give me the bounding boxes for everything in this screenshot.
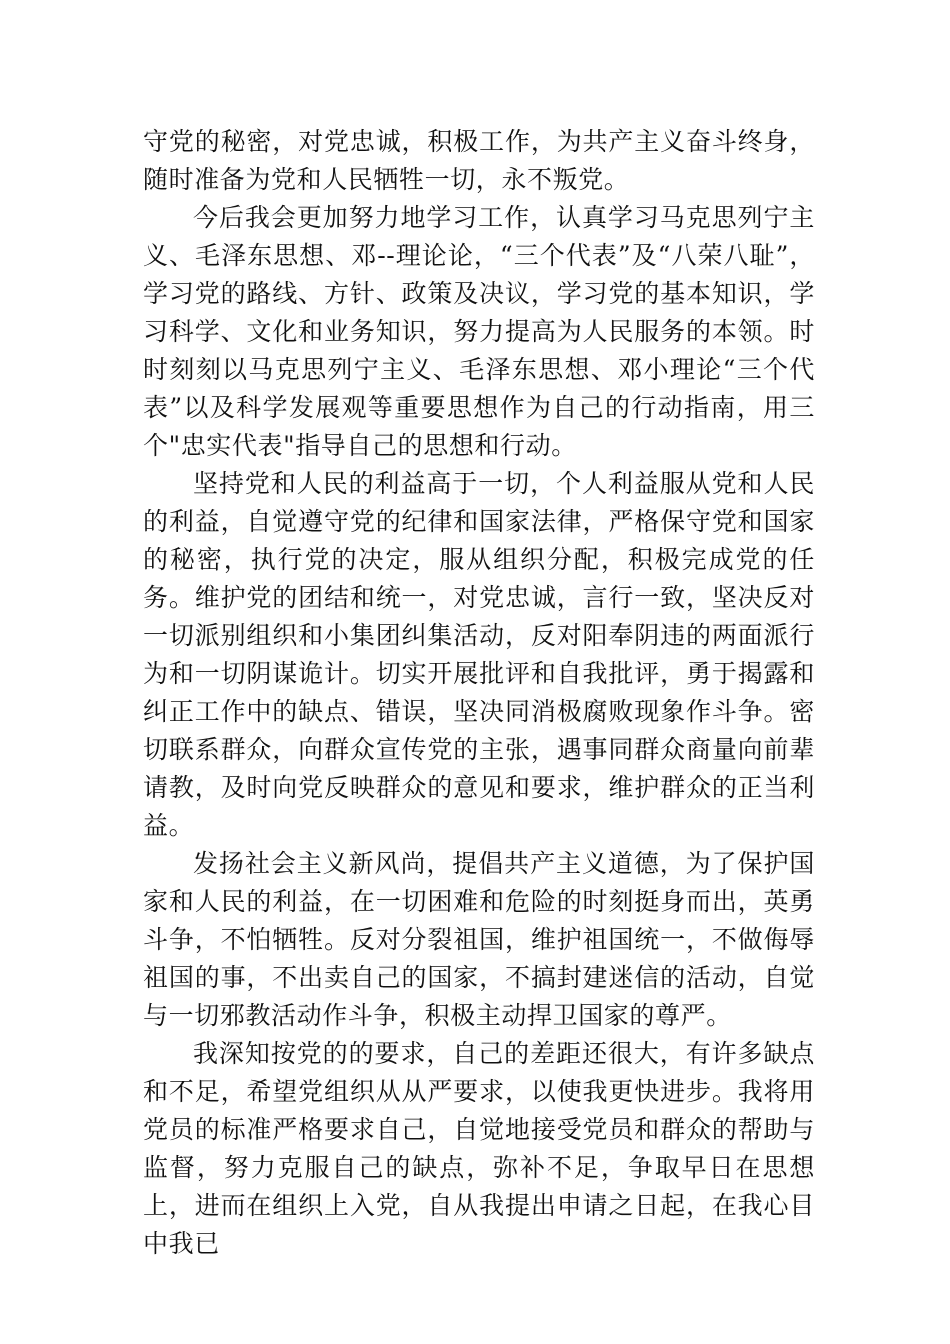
paragraph-4: 发扬社会主义新风尚，提倡共产主义道德，为了保护国家和人民的利益，在一切困难和危险的时刻挺身而出，英勇斗争，不怕牺牲。反对分裂祖国，维护祖国统一，不做侮辱祖国的事，不出卖自己的国家，不搞封建迷信的活动，自觉与一切邪教活动作斗争，积极主动捍卫国家的尊严。 xyxy=(143,849,815,1030)
paragraph-3: 坚持党和人民的利益高于一切，个人利益服从党和人民的利益，自觉遵守党的纪律和国家法律，严格保守党和国家的秘密，执行党的决定，服从组织分配，积极完成党的任务。维护党的团结和统一，对党忠诚，言行一致，坚决反对一切派别组织和小集团纠集活动，反对阳奉阴违的两面派行为和一切阴谋诡计。切实开展批评和自我批评，勇于揭露和纠正工作中的缺点、错误，坚决同消极腐败现象作斗争。密切联系群众，向群众宣传党的主张，遇事同群众商量向前辈请教，及时向党反映群众的意见和要求，维护群众的正当利益。 xyxy=(143,469,815,840)
document-page xyxy=(143,123,815,1263)
paragraph-5: 我深知按党的的要求，自己的差距还很大，有许多缺点和不足，希望党组织从从严要求，以使我更快进步。我将用党员的标准严格要求自己，自觉地接受党员和群众的帮助与监督，努力克服自己的缺点，弥补不足，争取早日在思想上，进而在组织上入党，自从我提出申请之日起，在我心目中我已 xyxy=(143,1039,815,1258)
paragraph-1: 守党的秘密，对党忠诚，积极工作，为共产主义奋斗终身，随时准备为党和人民牺牲一切，永不叛党。 xyxy=(143,127,815,194)
paragraph-2: 今后我会更加努力地学习工作，认真学习马克思列宁主义、毛泽东思想、邓--理论论，“三个代表”及“八荣八耻”，学习党的路线、方针、政策及决议，学习党的基本知识，学习科学、文化和业务知识，努力提高为人民服务的本领。时时刻刻以马克思列宁主义、毛泽东思想、邓小理论“三个代表”以及科学发展观等重要思想作为自己的行动指南，用三个"忠实代表"指导自己的思想和行动。 xyxy=(143,203,815,460)
